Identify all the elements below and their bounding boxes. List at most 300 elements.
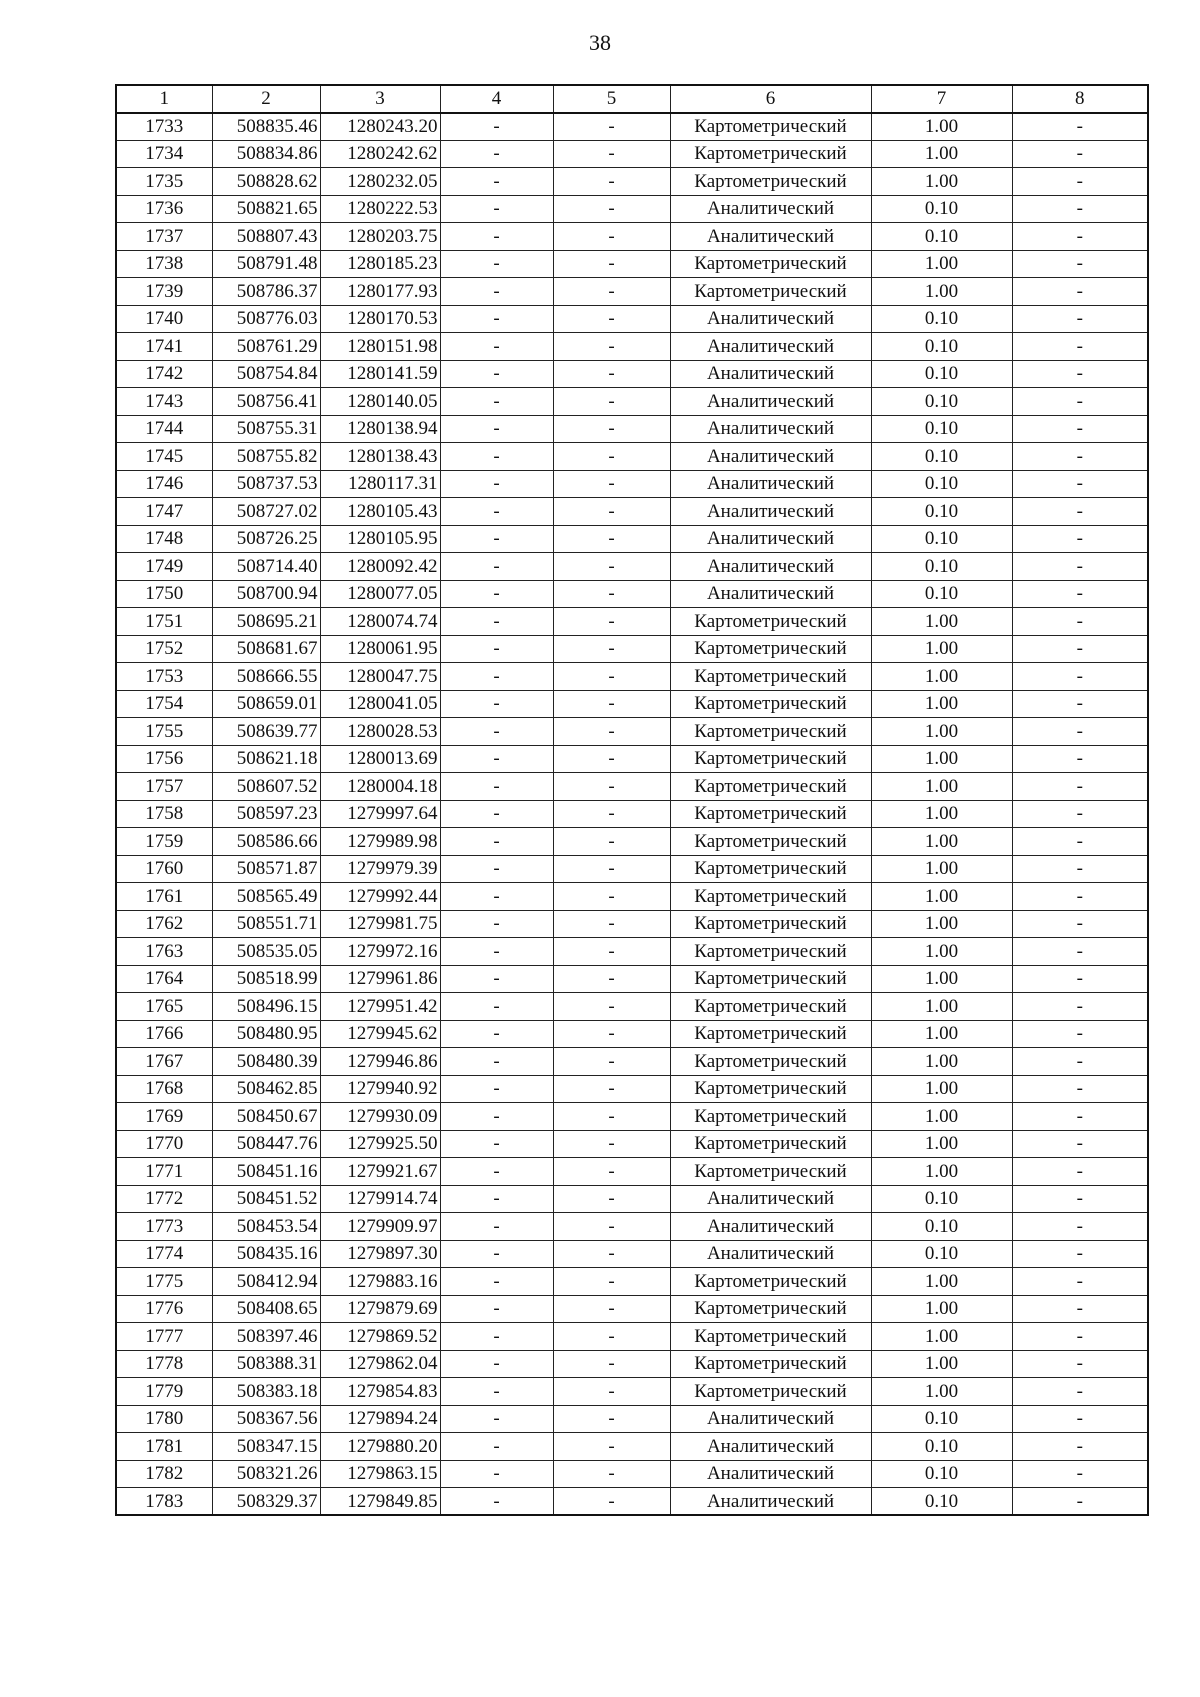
method-cell: Аналитический — [670, 1488, 871, 1516]
accuracy-cell: 1.00 — [871, 993, 1012, 1021]
accuracy-cell: 0.10 — [871, 305, 1012, 333]
x-coordinate-cell: 508755.31 — [212, 415, 320, 443]
table-row — [116, 1460, 1148, 1488]
col-4-value-cell: - — [440, 1103, 553, 1131]
y-coordinate-cell: 1280151.98 — [320, 333, 440, 361]
col-5-value-cell: - — [553, 635, 670, 663]
y-coordinate-cell: 1279981.75 — [320, 910, 440, 938]
col-4-value-cell: - — [440, 855, 553, 883]
point-number-cell: 1749 — [116, 553, 212, 581]
x-coordinate-cell: 508659.01 — [212, 690, 320, 718]
accuracy-cell: 1.00 — [871, 635, 1012, 663]
point-number-cell: 1771 — [116, 1158, 212, 1186]
table-row — [116, 1378, 1148, 1406]
x-coordinate-cell: 508639.77 — [212, 718, 320, 746]
col-4-value-cell: - — [440, 1240, 553, 1268]
x-coordinate-cell: 508321.26 — [212, 1460, 320, 1488]
col-5-value-cell: - — [553, 113, 670, 141]
method-cell: Аналитический — [670, 305, 871, 333]
y-coordinate-cell: 1279992.44 — [320, 883, 440, 911]
table-row — [116, 168, 1148, 196]
col-5-value-cell: - — [553, 1103, 670, 1131]
col-5-value-cell: - — [553, 470, 670, 498]
y-coordinate-cell: 1279854.83 — [320, 1378, 440, 1406]
accuracy-cell: 0.10 — [871, 1240, 1012, 1268]
accuracy-cell: 1.00 — [871, 965, 1012, 993]
point-number-cell: 1782 — [116, 1460, 212, 1488]
x-coordinate-cell: 508535.05 — [212, 938, 320, 966]
col-5-value-cell: - — [553, 498, 670, 526]
col-4-value-cell: - — [440, 773, 553, 801]
point-number-cell: 1759 — [116, 828, 212, 856]
method-cell: Картометрический — [670, 718, 871, 746]
column-header: 7 — [871, 85, 1012, 113]
x-coordinate-cell: 508518.99 — [212, 965, 320, 993]
y-coordinate-cell: 1280185.23 — [320, 250, 440, 278]
point-number-cell: 1747 — [116, 498, 212, 526]
table-row — [116, 855, 1148, 883]
method-cell: Картометрический — [670, 938, 871, 966]
y-coordinate-cell: 1279862.04 — [320, 1350, 440, 1378]
accuracy-cell: 1.00 — [871, 910, 1012, 938]
x-coordinate-cell: 508496.15 — [212, 993, 320, 1021]
y-coordinate-cell: 1280170.53 — [320, 305, 440, 333]
accuracy-cell: 1.00 — [871, 938, 1012, 966]
y-coordinate-cell: 1280177.93 — [320, 278, 440, 306]
y-coordinate-cell: 1279880.20 — [320, 1433, 440, 1461]
col-5-value-cell: - — [553, 1075, 670, 1103]
col-4-value-cell: - — [440, 195, 553, 223]
col-4-value-cell: - — [440, 690, 553, 718]
point-number-cell: 1746 — [116, 470, 212, 498]
point-number-cell: 1752 — [116, 635, 212, 663]
table-row — [116, 553, 1148, 581]
method-cell: Аналитический — [670, 333, 871, 361]
method-cell: Аналитический — [670, 360, 871, 388]
col-5-value-cell: - — [553, 223, 670, 251]
table-row — [116, 1295, 1148, 1323]
col-5-value-cell: - — [553, 1048, 670, 1076]
col-8-value-cell: - — [1012, 855, 1148, 883]
x-coordinate-cell: 508786.37 — [212, 278, 320, 306]
col-8-value-cell: - — [1012, 1185, 1148, 1213]
y-coordinate-cell: 1280105.43 — [320, 498, 440, 526]
col-4-value-cell: - — [440, 498, 553, 526]
point-number-cell: 1767 — [116, 1048, 212, 1076]
col-8-value-cell: - — [1012, 443, 1148, 471]
point-number-cell: 1757 — [116, 773, 212, 801]
point-number-cell: 1763 — [116, 938, 212, 966]
col-5-value-cell: - — [553, 800, 670, 828]
table-body — [116, 113, 1148, 1516]
col-5-value-cell: - — [553, 1020, 670, 1048]
col-8-value-cell: - — [1012, 223, 1148, 251]
method-cell: Картометрический — [670, 910, 871, 938]
accuracy-cell: 1.00 — [871, 1350, 1012, 1378]
col-5-value-cell: - — [553, 663, 670, 691]
table-row — [116, 250, 1148, 278]
point-number-cell: 1768 — [116, 1075, 212, 1103]
col-4-value-cell: - — [440, 1460, 553, 1488]
y-coordinate-cell: 1280013.69 — [320, 745, 440, 773]
method-cell: Картометрический — [670, 1075, 871, 1103]
col-4-value-cell: - — [440, 965, 553, 993]
col-5-value-cell: - — [553, 1130, 670, 1158]
table-row — [116, 1240, 1148, 1268]
col-4-value-cell: - — [440, 663, 553, 691]
col-5-value-cell: - — [553, 718, 670, 746]
method-cell: Аналитический — [670, 195, 871, 223]
y-coordinate-cell: 1279921.67 — [320, 1158, 440, 1186]
y-coordinate-cell: 1279897.30 — [320, 1240, 440, 1268]
table-row — [116, 195, 1148, 223]
point-number-cell: 1742 — [116, 360, 212, 388]
table-row — [116, 883, 1148, 911]
method-cell: Картометрический — [670, 828, 871, 856]
method-cell: Аналитический — [670, 470, 871, 498]
accuracy-cell: 1.00 — [871, 1158, 1012, 1186]
col-8-value-cell: - — [1012, 580, 1148, 608]
y-coordinate-cell: 1280117.31 — [320, 470, 440, 498]
y-coordinate-cell: 1280004.18 — [320, 773, 440, 801]
accuracy-cell: 0.10 — [871, 580, 1012, 608]
col-8-value-cell: - — [1012, 195, 1148, 223]
method-cell: Картометрический — [670, 168, 871, 196]
y-coordinate-cell: 1279914.74 — [320, 1185, 440, 1213]
accuracy-cell: 1.00 — [871, 113, 1012, 141]
x-coordinate-cell: 508607.52 — [212, 773, 320, 801]
y-coordinate-cell: 1279972.16 — [320, 938, 440, 966]
col-4-value-cell: - — [440, 278, 553, 306]
accuracy-cell: 0.10 — [871, 223, 1012, 251]
col-4-value-cell: - — [440, 1158, 553, 1186]
y-coordinate-cell: 1279909.97 — [320, 1213, 440, 1241]
accuracy-cell: 0.10 — [871, 470, 1012, 498]
accuracy-cell: 1.00 — [871, 828, 1012, 856]
accuracy-cell: 1.00 — [871, 278, 1012, 306]
accuracy-cell: 0.10 — [871, 525, 1012, 553]
col-8-value-cell: - — [1012, 1433, 1148, 1461]
y-coordinate-cell: 1279979.39 — [320, 855, 440, 883]
col-5-value-cell: - — [553, 828, 670, 856]
table-row — [116, 1433, 1148, 1461]
col-5-value-cell: - — [553, 1323, 670, 1351]
accuracy-cell: 1.00 — [871, 1103, 1012, 1131]
point-number-cell: 1775 — [116, 1268, 212, 1296]
col-5-value-cell: - — [553, 1378, 670, 1406]
table-row — [116, 223, 1148, 251]
column-header: 3 — [320, 85, 440, 113]
col-8-value-cell: - — [1012, 773, 1148, 801]
method-cell: Аналитический — [670, 1433, 871, 1461]
col-4-value-cell: - — [440, 1048, 553, 1076]
method-cell: Аналитический — [670, 388, 871, 416]
col-4-value-cell: - — [440, 580, 553, 608]
accuracy-cell: 0.10 — [871, 388, 1012, 416]
col-5-value-cell: - — [553, 388, 670, 416]
col-8-value-cell: - — [1012, 690, 1148, 718]
x-coordinate-cell: 508821.65 — [212, 195, 320, 223]
accuracy-cell: 1.00 — [871, 1020, 1012, 1048]
point-number-cell: 1753 — [116, 663, 212, 691]
x-coordinate-cell: 508329.37 — [212, 1488, 320, 1516]
y-coordinate-cell: 1279930.09 — [320, 1103, 440, 1131]
col-8-value-cell: - — [1012, 1378, 1148, 1406]
column-header: 8 — [1012, 85, 1148, 113]
col-8-value-cell: - — [1012, 113, 1148, 141]
col-4-value-cell: - — [440, 1185, 553, 1213]
col-4-value-cell: - — [440, 1213, 553, 1241]
point-number-cell: 1773 — [116, 1213, 212, 1241]
method-cell: Картометрический — [670, 1323, 871, 1351]
table-row — [116, 498, 1148, 526]
col-8-value-cell: - — [1012, 635, 1148, 663]
point-number-cell: 1770 — [116, 1130, 212, 1158]
method-cell: Картометрический — [670, 608, 871, 636]
point-number-cell: 1736 — [116, 195, 212, 223]
col-8-value-cell: - — [1012, 1075, 1148, 1103]
y-coordinate-cell: 1279961.86 — [320, 965, 440, 993]
column-header: 2 — [212, 85, 320, 113]
col-8-value-cell: - — [1012, 1350, 1148, 1378]
col-8-value-cell: - — [1012, 965, 1148, 993]
point-number-cell: 1769 — [116, 1103, 212, 1131]
coordinates-table — [115, 84, 1149, 1516]
col-5-value-cell: - — [553, 168, 670, 196]
col-5-value-cell: - — [553, 883, 670, 911]
y-coordinate-cell: 1280138.94 — [320, 415, 440, 443]
col-8-value-cell: - — [1012, 388, 1148, 416]
x-coordinate-cell: 508480.39 — [212, 1048, 320, 1076]
column-header: 4 — [440, 85, 553, 113]
x-coordinate-cell: 508835.46 — [212, 113, 320, 141]
x-coordinate-cell: 508408.65 — [212, 1295, 320, 1323]
method-cell: Аналитический — [670, 415, 871, 443]
point-number-cell: 1762 — [116, 910, 212, 938]
x-coordinate-cell: 508453.54 — [212, 1213, 320, 1241]
point-number-cell: 1741 — [116, 333, 212, 361]
col-5-value-cell: - — [553, 1158, 670, 1186]
col-4-value-cell: - — [440, 1075, 553, 1103]
x-coordinate-cell: 508666.55 — [212, 663, 320, 691]
y-coordinate-cell: 1280140.05 — [320, 388, 440, 416]
col-4-value-cell: - — [440, 1020, 553, 1048]
point-number-cell: 1740 — [116, 305, 212, 333]
method-cell: Картометрический — [670, 113, 871, 141]
point-number-cell: 1738 — [116, 250, 212, 278]
y-coordinate-cell: 1279989.98 — [320, 828, 440, 856]
table-row — [116, 580, 1148, 608]
x-coordinate-cell: 508621.18 — [212, 745, 320, 773]
method-cell: Аналитический — [670, 443, 871, 471]
col-8-value-cell: - — [1012, 1103, 1148, 1131]
method-cell: Картометрический — [670, 278, 871, 306]
col-8-value-cell: - — [1012, 1295, 1148, 1323]
table-row — [116, 608, 1148, 636]
col-8-value-cell: - — [1012, 993, 1148, 1021]
accuracy-cell: 1.00 — [871, 1130, 1012, 1158]
y-coordinate-cell: 1279946.86 — [320, 1048, 440, 1076]
col-4-value-cell: - — [440, 883, 553, 911]
x-coordinate-cell: 508726.25 — [212, 525, 320, 553]
col-8-value-cell: - — [1012, 278, 1148, 306]
y-coordinate-cell: 1280242.62 — [320, 140, 440, 168]
col-8-value-cell: - — [1012, 305, 1148, 333]
x-coordinate-cell: 508828.62 — [212, 168, 320, 196]
col-8-value-cell: - — [1012, 1488, 1148, 1516]
col-5-value-cell: - — [553, 415, 670, 443]
point-number-cell: 1734 — [116, 140, 212, 168]
point-number-cell: 1744 — [116, 415, 212, 443]
x-coordinate-cell: 508447.76 — [212, 1130, 320, 1158]
method-cell: Картометрический — [670, 1158, 871, 1186]
y-coordinate-cell: 1280243.20 — [320, 113, 440, 141]
table-row — [116, 470, 1148, 498]
x-coordinate-cell: 508462.85 — [212, 1075, 320, 1103]
accuracy-cell: 0.10 — [871, 553, 1012, 581]
col-4-value-cell: - — [440, 635, 553, 663]
method-cell: Картометрический — [670, 1048, 871, 1076]
col-5-value-cell: - — [553, 278, 670, 306]
accuracy-cell: 0.10 — [871, 195, 1012, 223]
col-5-value-cell: - — [553, 1185, 670, 1213]
col-8-value-cell: - — [1012, 883, 1148, 911]
y-coordinate-cell: 1279951.42 — [320, 993, 440, 1021]
col-4-value-cell: - — [440, 250, 553, 278]
y-coordinate-cell: 1279925.50 — [320, 1130, 440, 1158]
col-5-value-cell: - — [553, 938, 670, 966]
col-4-value-cell: - — [440, 388, 553, 416]
table-row — [116, 305, 1148, 333]
point-number-cell: 1783 — [116, 1488, 212, 1516]
point-number-cell: 1739 — [116, 278, 212, 306]
col-8-value-cell: - — [1012, 1405, 1148, 1433]
x-coordinate-cell: 508754.84 — [212, 360, 320, 388]
col-8-value-cell: - — [1012, 938, 1148, 966]
accuracy-cell: 1.00 — [871, 1295, 1012, 1323]
table-row — [116, 1048, 1148, 1076]
col-4-value-cell: - — [440, 360, 553, 388]
method-cell: Картометрический — [670, 773, 871, 801]
table-row — [116, 1185, 1148, 1213]
col-5-value-cell: - — [553, 1405, 670, 1433]
table-row — [116, 360, 1148, 388]
point-number-cell: 1774 — [116, 1240, 212, 1268]
table-header-row — [116, 85, 1148, 113]
col-4-value-cell: - — [440, 305, 553, 333]
y-coordinate-cell: 1279863.15 — [320, 1460, 440, 1488]
col-8-value-cell: - — [1012, 1158, 1148, 1186]
col-8-value-cell: - — [1012, 415, 1148, 443]
col-5-value-cell: - — [553, 195, 670, 223]
method-cell: Картометрический — [670, 690, 871, 718]
table-row — [116, 443, 1148, 471]
method-cell: Аналитический — [670, 553, 871, 581]
col-5-value-cell: - — [553, 360, 670, 388]
method-cell: Картометрический — [670, 663, 871, 691]
accuracy-cell: 1.00 — [871, 1378, 1012, 1406]
table-row — [116, 800, 1148, 828]
table-row — [116, 1213, 1148, 1241]
col-4-value-cell: - — [440, 333, 553, 361]
y-coordinate-cell: 1279879.69 — [320, 1295, 440, 1323]
x-coordinate-cell: 508597.23 — [212, 800, 320, 828]
col-5-value-cell: - — [553, 1433, 670, 1461]
x-coordinate-cell: 508451.52 — [212, 1185, 320, 1213]
col-5-value-cell: - — [553, 855, 670, 883]
x-coordinate-cell: 508412.94 — [212, 1268, 320, 1296]
col-5-value-cell: - — [553, 993, 670, 1021]
point-number-cell: 1750 — [116, 580, 212, 608]
accuracy-cell: 1.00 — [871, 883, 1012, 911]
accuracy-cell: 0.10 — [871, 443, 1012, 471]
col-4-value-cell: - — [440, 1295, 553, 1323]
method-cell: Картометрический — [670, 635, 871, 663]
col-5-value-cell: - — [553, 773, 670, 801]
accuracy-cell: 1.00 — [871, 250, 1012, 278]
table-row — [116, 1350, 1148, 1378]
x-coordinate-cell: 508714.40 — [212, 553, 320, 581]
col-8-value-cell: - — [1012, 333, 1148, 361]
col-5-value-cell: - — [553, 910, 670, 938]
accuracy-cell: 0.10 — [871, 1185, 1012, 1213]
point-number-cell: 1745 — [116, 443, 212, 471]
col-8-value-cell: - — [1012, 910, 1148, 938]
x-coordinate-cell: 508450.67 — [212, 1103, 320, 1131]
accuracy-cell: 1.00 — [871, 663, 1012, 691]
col-8-value-cell: - — [1012, 525, 1148, 553]
table-row — [116, 1130, 1148, 1158]
accuracy-cell: 1.00 — [871, 855, 1012, 883]
method-cell: Картометрический — [670, 140, 871, 168]
accuracy-cell: 0.10 — [871, 498, 1012, 526]
table-row — [116, 635, 1148, 663]
method-cell: Картометрический — [670, 993, 871, 1021]
col-8-value-cell: - — [1012, 1240, 1148, 1268]
table-row — [116, 718, 1148, 746]
col-5-value-cell: - — [553, 1213, 670, 1241]
col-8-value-cell: - — [1012, 553, 1148, 581]
col-4-value-cell: - — [440, 223, 553, 251]
col-5-value-cell: - — [553, 305, 670, 333]
table-row — [116, 1323, 1148, 1351]
accuracy-cell: 1.00 — [871, 1268, 1012, 1296]
accuracy-cell: 0.10 — [871, 1213, 1012, 1241]
accuracy-cell: 1.00 — [871, 690, 1012, 718]
x-coordinate-cell: 508761.29 — [212, 333, 320, 361]
point-number-cell: 1760 — [116, 855, 212, 883]
col-4-value-cell: - — [440, 415, 553, 443]
col-5-value-cell: - — [553, 1350, 670, 1378]
y-coordinate-cell: 1279869.52 — [320, 1323, 440, 1351]
col-4-value-cell: - — [440, 828, 553, 856]
col-5-value-cell: - — [553, 333, 670, 361]
y-coordinate-cell: 1280028.53 — [320, 718, 440, 746]
point-number-cell: 1735 — [116, 168, 212, 196]
table-row — [116, 773, 1148, 801]
col-5-value-cell: - — [553, 608, 670, 636]
y-coordinate-cell: 1279849.85 — [320, 1488, 440, 1516]
x-coordinate-cell: 508435.16 — [212, 1240, 320, 1268]
x-coordinate-cell: 508791.48 — [212, 250, 320, 278]
col-4-value-cell: - — [440, 938, 553, 966]
table-row — [116, 333, 1148, 361]
table-row — [116, 690, 1148, 718]
accuracy-cell: 0.10 — [871, 360, 1012, 388]
point-number-cell: 1764 — [116, 965, 212, 993]
x-coordinate-cell: 508586.66 — [212, 828, 320, 856]
point-number-cell: 1778 — [116, 1350, 212, 1378]
